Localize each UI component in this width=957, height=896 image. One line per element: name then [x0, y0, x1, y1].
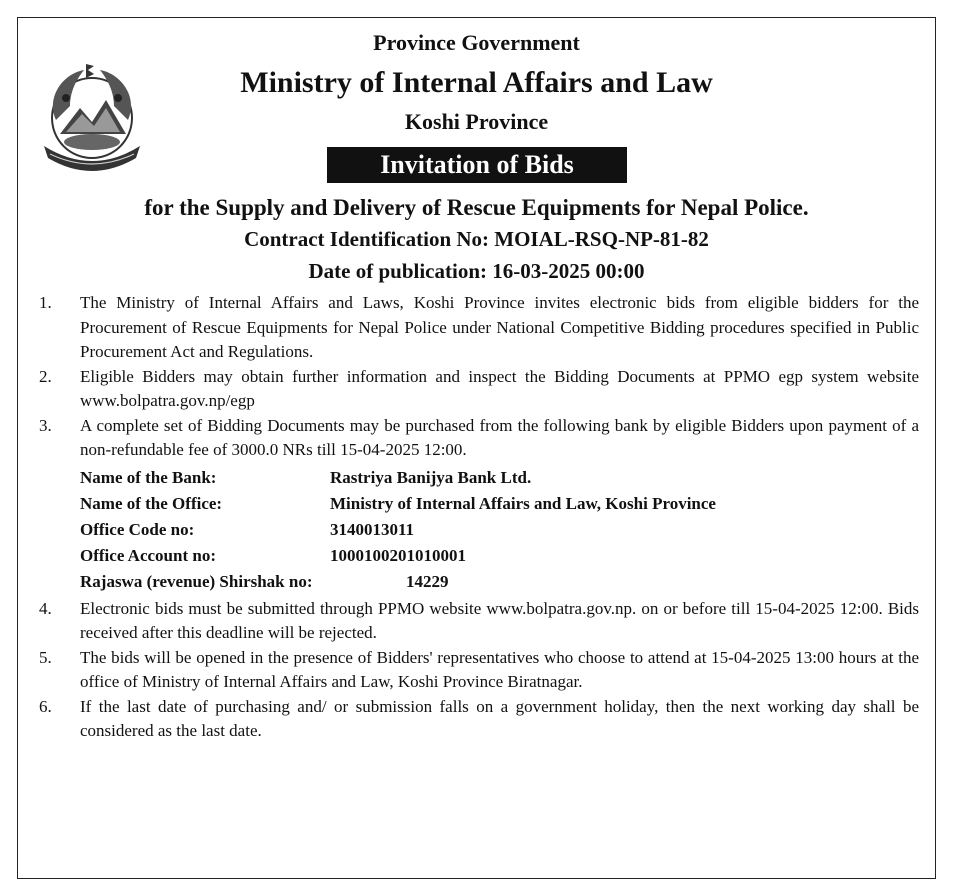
bank-label: Name of the Bank:	[80, 467, 217, 487]
contract-id: Contract Identification No: MOIAL-RSQ-NP-81-82	[244, 227, 709, 251]
account-row	[80, 543, 935, 569]
list-item: 2. Eligible Bidders may obtain further information and inspect the Bidding Documents at PPMO egp system website www.bolpatra.gov.np/egp	[39, 366, 919, 410]
invitation-banner: Invitation of Bids	[327, 147, 627, 183]
header-province: Koshi Province	[404, 109, 549, 134]
header-province-government: Province Government	[373, 30, 580, 55]
office-label: Name of the Office:	[80, 493, 223, 513]
header-ministry: Ministry of Internal Affairs and Law	[240, 66, 713, 99]
account-label: Office Account no:	[80, 545, 216, 565]
rajaswa-row	[80, 569, 935, 595]
list-item: 3. A complete set of Bidding Documents may be purchased from the following bank by eligible Bidders upon payment of a non-refundable fee of 3000.0 NRs till 15-04-2025 12:00.	[39, 415, 919, 459]
rajaswa-value: 14229	[406, 571, 449, 591]
list-item: 1. The Ministry of Internal Affairs and Laws, Koshi Province invites electronic bids from eligible bidders for the Procurement of Rescue Equipments for Nepal Police under National Competitive Bidding procedures specified in Public Procurement Act and Regulations.	[39, 293, 919, 361]
list-item: 6. If the last date of purchasing and/ or submission falls on a government holiday, then the next working day shall be considered as the last date.	[39, 696, 919, 740]
office-value: Ministry of Internal Affairs and Law, Koshi Province	[330, 493, 716, 513]
rajaswa-label: Rajaswa (revenue) Shirshak no:	[80, 571, 313, 591]
code-row	[80, 517, 935, 543]
office-row	[80, 491, 935, 517]
code-label: Office Code no:	[80, 519, 195, 539]
code-value: 3140013011	[330, 519, 415, 539]
bank-value: Rastriya Banijya Bank Ltd.	[330, 467, 532, 487]
notice-body	[18, 291, 935, 744]
bank-details	[80, 465, 935, 595]
bank-row	[80, 465, 935, 491]
list-item: 5. The bids will be opened in the presence of Bidders' representatives who choose to attend at 15-04-2025 13:00 hours at the office of Ministry of Internal Affairs and Law, Koshi Province Biratnagar.	[39, 647, 919, 691]
list-item: 4. Electronic bids must be submitted through PPMO website www.bolpatra.gov.np. on or before till 15-04-2025 12:00. Bids received after this deadline will be rejected.	[39, 598, 919, 642]
notice-subject: for the Supply and Delivery of Rescue Equipments for Nepal Police.	[144, 195, 809, 220]
publication-date: Date of publication: 16-03-2025 00:00	[308, 259, 645, 283]
account-value: 1000100201010001	[330, 545, 466, 565]
bid-notice	[17, 17, 936, 879]
